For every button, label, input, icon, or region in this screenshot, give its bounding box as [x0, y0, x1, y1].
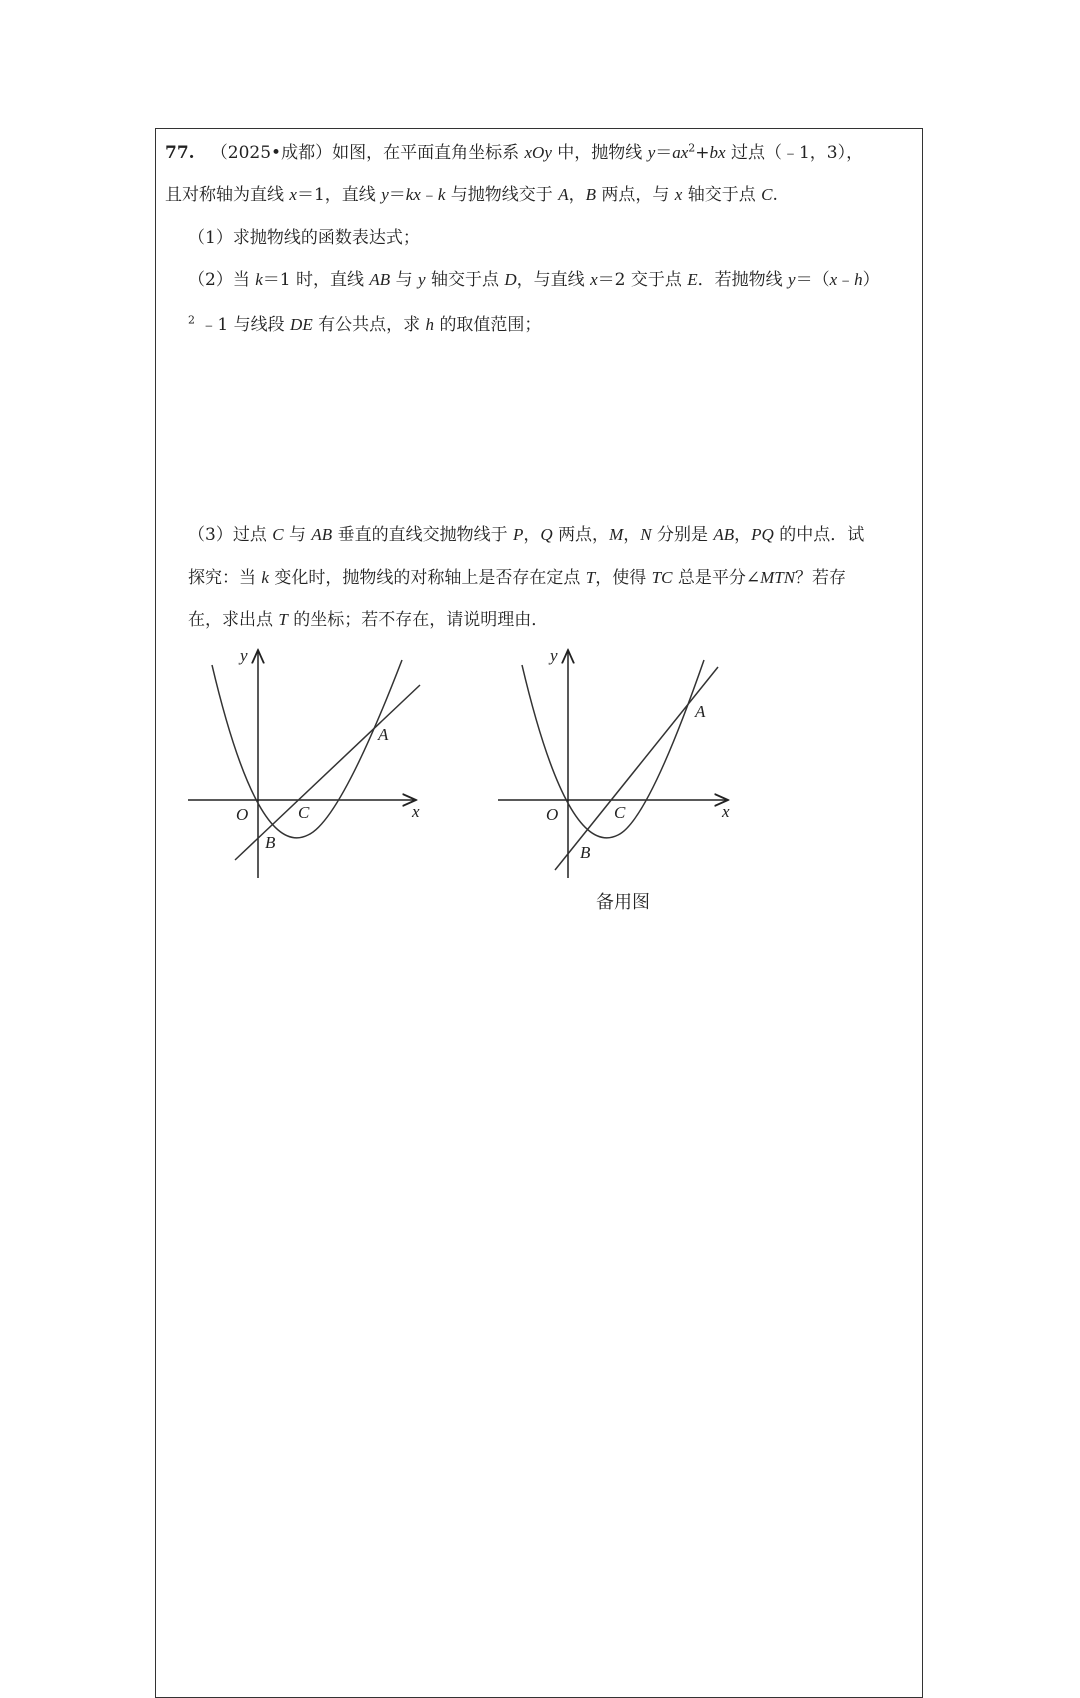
- question-2-line-1: （2）当 k＝1 时，直线 AB 与 y 轴交于点 D，与直线 x＝2 交于点 E．若抛物线 y＝（x﹣h）: [188, 270, 880, 290]
- label-x: x: [412, 802, 420, 821]
- label-b: B: [580, 843, 591, 862]
- label-c: C: [298, 803, 310, 822]
- stem-line-1: 77. （2025•成都）如图，在平面直角坐标系 xOy 中，抛物线 $y=ax^2+bx$ 过点（﹣1，3），: [165, 141, 864, 163]
- label-a: A: [378, 725, 389, 744]
- label-c: C: [614, 803, 626, 822]
- label-o: O: [546, 805, 559, 824]
- problem-source: （2025•成都）: [210, 143, 333, 163]
- label-o: O: [236, 805, 249, 824]
- figure-2: [490, 645, 750, 885]
- problem-frame: [155, 128, 923, 1698]
- question-3-line-2: 探究：当 k 变化时，抛物线的对称轴上是否存在定点 T，使得 TC 总是平分∠MTN？若存: [188, 568, 847, 588]
- label-x: x: [722, 802, 730, 821]
- label-y: y: [240, 646, 248, 665]
- line-ab: [555, 667, 718, 870]
- line-ab: [235, 685, 420, 860]
- question-3-line-3: 在，求出点 T 的坐标；若不存在，请说明理由．: [188, 610, 549, 630]
- figure-2-caption: 备用图: [596, 892, 650, 913]
- stem-line-2: 且对称轴为直线 x＝1，直线 y＝kx﹣k 与抛物线交于 A，B 两点，与 x 轴交于点 C.: [165, 185, 778, 205]
- label-b: B: [265, 833, 276, 852]
- question-2-line-2: $^2$ ﹣1 与线段 DE 有公共点，求 h 的取值范围；: [188, 313, 542, 335]
- problem-number: 77.: [165, 143, 195, 163]
- label-y: y: [550, 646, 558, 665]
- question-3-line-1: （3）过点 C 与 AB 垂直的直线交抛物线于 P，Q 两点，M，N 分别是 AB，PQ 的中点．试: [188, 525, 865, 545]
- question-1: （1）求抛物线的函数表达式；: [188, 228, 420, 248]
- figure-1: [180, 645, 440, 885]
- label-a: A: [695, 702, 706, 721]
